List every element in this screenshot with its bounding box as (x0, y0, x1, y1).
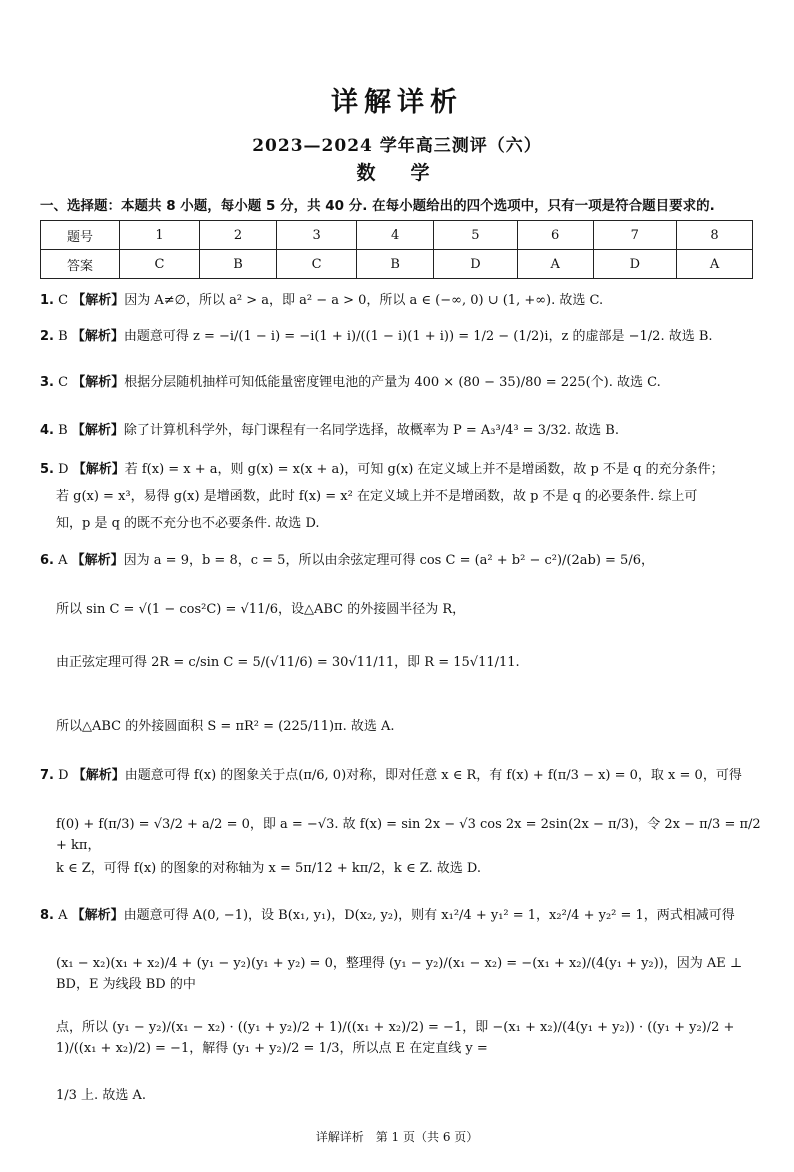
question-1 (40, 291, 762, 312)
question-answer: D (58, 768, 69, 783)
table-cell: 1 (120, 221, 200, 250)
question-8-line-4: 1/3 上. 故选 A. (56, 1088, 146, 1103)
subject-heading: 数 学 (356, 162, 438, 184)
question-7-line-2: f(0) + f(π/3) = √3/2 + a/2 = 0，即 a = −√3. 故 f(x) = sin 2x − √3 cos 2x = 2sin(2x − π/3)，令 2x − π/3 = π/2 + kπ， (56, 817, 761, 853)
question-8-line-3: 点，所以 (y₁ − y₂)/(x₁ − x₂) · ((y₁ + y₂)/2 + 1)/((x₁ + x₂)/2) = −1，即 −(x₁ + x₂)/(4(y₁ + y₂)) · ((y₁ + y₂)/2 + 1)/((x₁ + x₂)/2) = −1，解得 (y₁ + y₂)/2 = 1/3，所以点 E 在定直线 y = (56, 1020, 735, 1056)
analysis-text: 因为 a = 9，b = 8，c = 5，所以由余弦定理可得 cos C = (a² + b² − c²)/(2ab) = 5/6， (123, 553, 654, 568)
table-cell: 3 (277, 221, 357, 250)
table-cell: D (434, 250, 518, 279)
analysis-text: 由题意可得 A(0, −1)，设 B(x₁, y₁)，D(x₂, y₂)，则有 x₁²/4 + y₁² = 1，x₂²/4 + y₂² = 1，两式相减可得 (123, 908, 735, 923)
question-8-line-2: (x₁ − x₂)(x₁ + x₂)/4 + (y₁ − y₂)(y₁ + y₂) = 0，整理得 (y₁ − y₂)/(x₁ − x₂) = −(x₁ + x₂)/(4(y₁ + y₂))，因为 AE ⊥ BD，E 为线段 BD 的中 (56, 956, 743, 992)
question-8 (40, 906, 762, 927)
question-4 (40, 421, 762, 442)
analysis-tag: 【解析】 (71, 553, 124, 568)
table-cell: B (199, 250, 276, 279)
question-answer: B (58, 423, 68, 438)
analysis-tag: 【解析】 (71, 908, 124, 923)
analysis-text: 根据分层随机抽样可知低能量密度锂电池的产量为 400 × (80 − 35)/80 = 225(个). 故选 C. (124, 375, 661, 390)
table-cell: A (517, 250, 593, 279)
question-5 (40, 460, 762, 481)
question-6-line-2: 所以 sin C = √(1 − cos²C) = √11/6，设△ABC 的外接圆半径为 R， (56, 602, 466, 617)
analysis-tag: 【解析】 (72, 462, 125, 477)
question-7-line-3: k ∈ Z，可得 f(x) 的图象的对称轴为 x = 5π/12 + kπ/2，k ∈ Z. 故选 D. (56, 861, 481, 876)
question-2 (40, 327, 762, 348)
table-cell: D (593, 250, 677, 279)
analysis-text: 除了计算机科学外，每门课程有一名同学选择，故概率为 P = A₃³/4³ = 3/32. 故选 B. (123, 423, 619, 438)
question-answer: C (58, 293, 69, 308)
question-answer: A (58, 553, 68, 568)
analysis-text: 若 f(x) = x + a，则 g(x) = x(x + a)，可知 g(x) 在定义域上并不是增函数，故 p 不是 q 的充分条件； (124, 462, 724, 477)
table-cell: 7 (593, 221, 677, 250)
page-title: 详解详析 (331, 87, 463, 118)
section-heading: 一、选择题：本题共 8 小题，每小题 5 分，共 40 分. 在每小题给出的四个选项中，只有一项是符合题目要求的. (40, 198, 715, 214)
question-7 (40, 766, 762, 787)
question-number: 5. (40, 462, 54, 477)
question-6-line-4: 所以△ABC 的外接圆面积 S = πR² = (225/11)π. 故选 A. (56, 719, 395, 734)
question-3 (40, 373, 762, 394)
answer-table-number-row (41, 221, 753, 250)
question-5-line-2: 若 g(x) = x³，易得 g(x) 是增函数，此时 f(x) = x² 在定义域上并不是增函数，故 p 不是 q 的必要条件. 综上可 (56, 489, 698, 504)
table-cell: A (677, 250, 753, 279)
table-cell: C (120, 250, 200, 279)
question-number: 1. (40, 293, 54, 308)
question-number: 7. (40, 768, 54, 783)
table-cell: B (357, 250, 434, 279)
question-5-line-3: 知，p 是 q 的既不充分也不必要条件. 故选 D. (56, 516, 320, 531)
table-cell: 8 (677, 221, 753, 250)
table-cell: 2 (199, 221, 276, 250)
analysis-tag: 【解析】 (72, 768, 125, 783)
table-cell: 4 (357, 221, 434, 250)
question-number: 8. (40, 908, 54, 923)
row-label-number: 题号 (41, 221, 120, 250)
analysis-text: 因为 A≠∅，所以 a² > a，即 a² − a > 0，所以 a ∈ (−∞, 0) ∪ (1, +∞). 故选 C. (124, 293, 604, 308)
table-cell: 6 (517, 221, 593, 250)
answer-table (40, 220, 753, 279)
question-number: 2. (40, 329, 54, 344)
table-cell: C (277, 250, 357, 279)
answer-table-answer-row (41, 250, 753, 279)
analysis-tag: 【解析】 (72, 375, 125, 390)
analysis-tag: 【解析】 (72, 293, 125, 308)
analysis-tag: 【解析】 (71, 329, 124, 344)
question-6-line-3: 由正弦定理可得 2R = c/sin C = 5/(√11/6) = 30√11/11，即 R = 15√11/11. (56, 655, 520, 670)
question-answer: B (58, 329, 68, 344)
analysis-text: 由题意可得 f(x) 的图象关于点(π/6, 0)对称，即对任意 x ∈ R，有 f(x) + f(π/3 − x) = 0，取 x = 0，可得 (124, 768, 742, 783)
question-answer: C (58, 375, 69, 390)
question-number: 3. (40, 375, 54, 390)
analysis-text: 由题意可得 z = −i/(1 − i) = −i(1 + i)/((1 − i)(1 + i)) = 1/2 − (1/2)i，z 的虚部是 −1/2. 故选 B. (123, 329, 713, 344)
question-answer: D (58, 462, 69, 477)
analysis-tag: 【解析】 (71, 423, 124, 438)
question-number: 4. (40, 423, 54, 438)
table-cell: 5 (434, 221, 518, 250)
page-footer: 详解详析 第 1 页（共 6 页） (315, 1130, 479, 1144)
question-answer: A (58, 908, 68, 923)
question-number: 6. (40, 553, 54, 568)
row-label-answer: 答案 (41, 250, 120, 279)
exam-subtitle: 2023—2024 学年高三测评（六） (252, 136, 542, 156)
question-6 (40, 551, 762, 572)
